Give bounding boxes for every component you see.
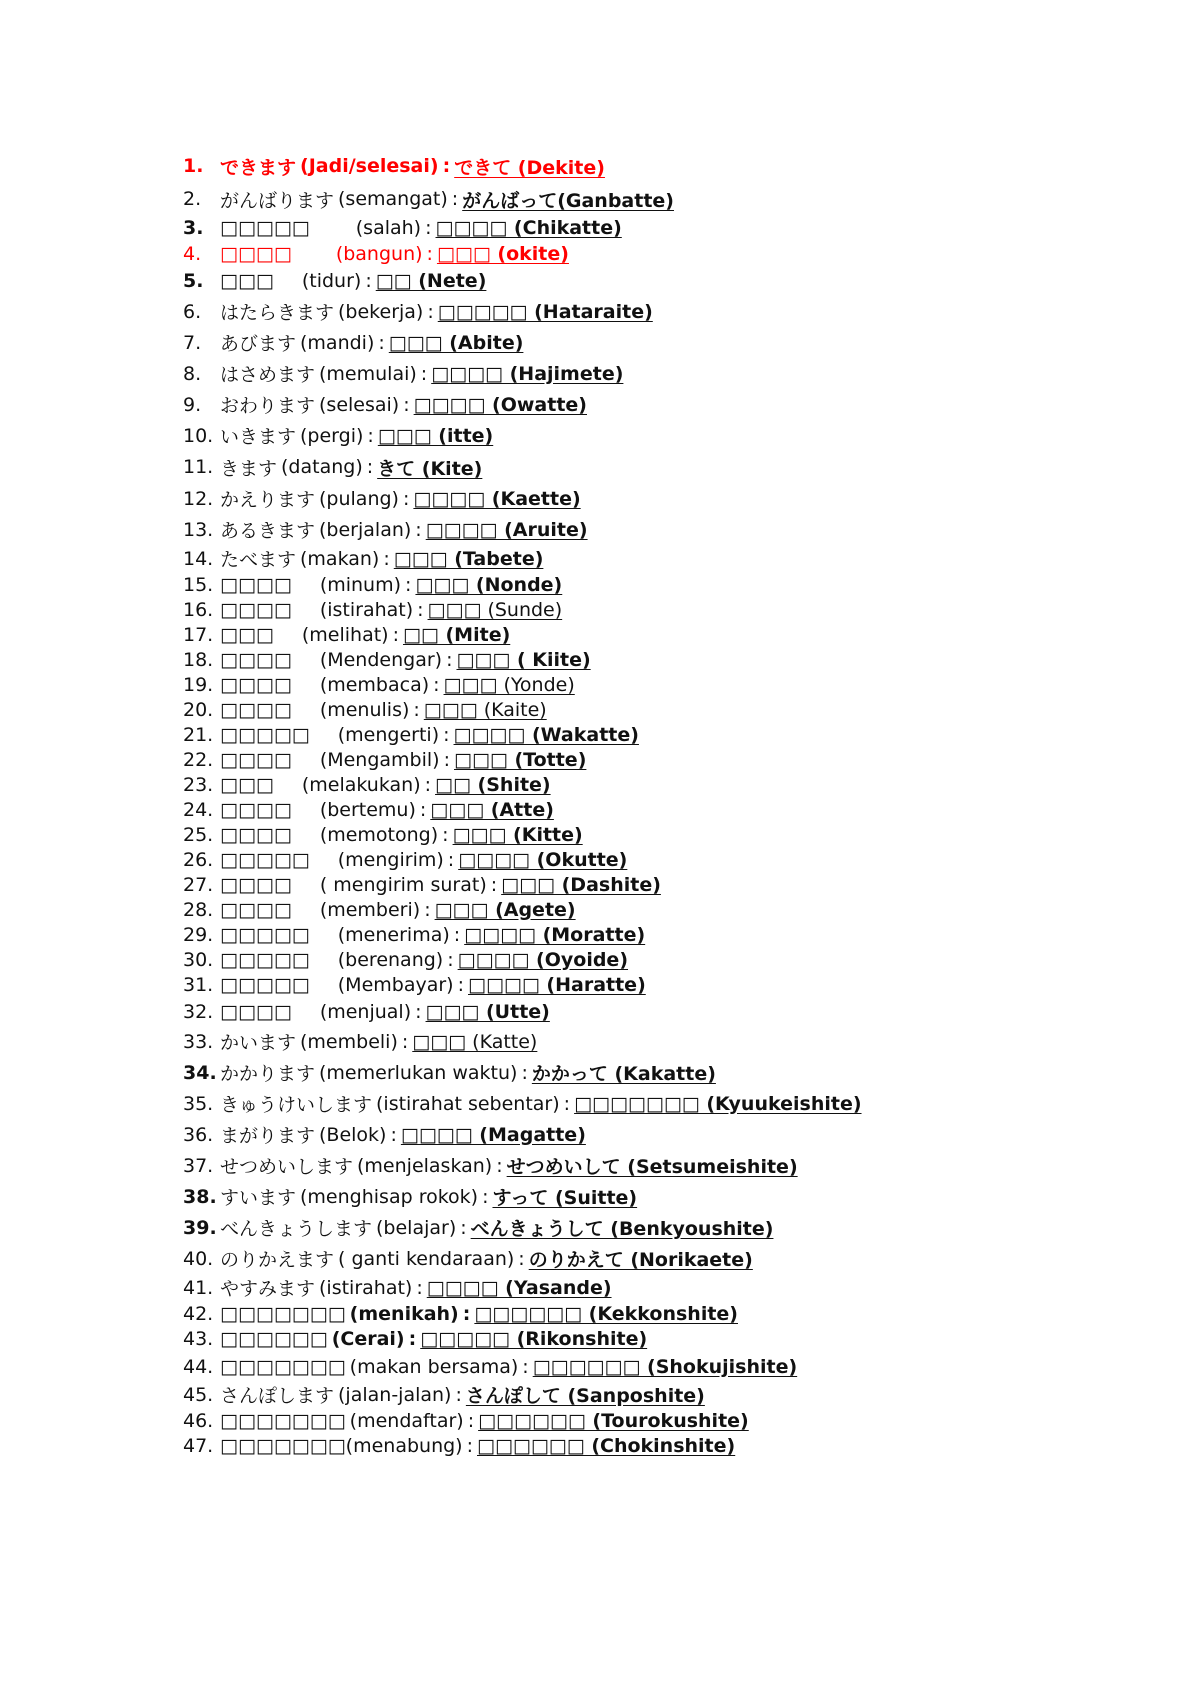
colon-separator: : bbox=[482, 1185, 489, 1208]
te-form: □□□□□□ (Shokujishite) bbox=[532, 1355, 798, 1378]
list-item bbox=[183, 672, 1143, 697]
te-form: □□□□ (Hajimete) bbox=[431, 362, 624, 385]
meaning-text: (memerlukan waktu) bbox=[319, 1061, 518, 1084]
item-number: 15. bbox=[183, 573, 214, 596]
item-number: 26. bbox=[183, 848, 214, 871]
te-form: かかって (Kakatte) bbox=[531, 1063, 716, 1085]
japanese-verb: □□□□□□ bbox=[220, 1328, 328, 1350]
japanese-verb: □□□□ bbox=[220, 573, 292, 596]
colon-separator: : bbox=[446, 648, 453, 671]
te-form: □□□ (Kaite) bbox=[423, 698, 547, 721]
list-item bbox=[183, 514, 1143, 545]
list-item bbox=[183, 597, 1143, 622]
meaning-text: (menghisap rokok) bbox=[300, 1185, 479, 1208]
list-item bbox=[183, 1026, 1143, 1057]
japanese-verb: さんぽします bbox=[220, 1385, 335, 1407]
japanese-verb: □□□□ bbox=[220, 873, 292, 896]
te-form: □□□ (Dashite) bbox=[501, 873, 661, 896]
colon-separator: : bbox=[402, 487, 410, 510]
colon-separator: : bbox=[460, 1216, 467, 1239]
te-form: □□□ (Katte) bbox=[412, 1030, 538, 1053]
colon-separator: : bbox=[415, 518, 422, 541]
japanese-verb: できます bbox=[220, 156, 297, 179]
te-form: すって (Suitte) bbox=[492, 1187, 638, 1209]
item-number: 12. bbox=[183, 487, 214, 510]
list-item bbox=[183, 1212, 1143, 1243]
item-number: 18. bbox=[183, 648, 214, 671]
list-item bbox=[183, 797, 1143, 822]
colon-separator: : bbox=[462, 1302, 471, 1325]
meaning-text: (makan bersama) bbox=[349, 1355, 519, 1378]
te-form: □□□□ (Moratte) bbox=[464, 923, 646, 946]
japanese-verb: □□□□□ bbox=[220, 217, 310, 239]
list-item bbox=[183, 242, 1143, 266]
list-item bbox=[183, 184, 1143, 214]
item-number: 4. bbox=[183, 243, 202, 265]
item-number: 43. bbox=[183, 1328, 214, 1350]
japanese-verb: □□□□□□□ bbox=[220, 1302, 346, 1325]
item-number: 5. bbox=[183, 270, 204, 292]
list-item bbox=[183, 296, 1143, 327]
item-number: 22. bbox=[183, 748, 214, 771]
te-form: きて (Kite) bbox=[377, 457, 483, 480]
list-item bbox=[183, 947, 1143, 972]
te-form: □□□□ (Okutte) bbox=[458, 848, 628, 871]
meaning-text: (bekerja) bbox=[338, 300, 424, 323]
list-item bbox=[183, 1057, 1143, 1088]
te-form: □□□ (Nonde) bbox=[415, 573, 563, 596]
colon-separator: : bbox=[447, 948, 454, 971]
japanese-verb: あびます bbox=[220, 333, 297, 355]
item-number: 30. bbox=[183, 948, 214, 971]
item-number: 47. bbox=[183, 1434, 214, 1457]
meaning-text: (semangat) bbox=[338, 188, 448, 210]
list-item bbox=[183, 572, 1143, 597]
list-item bbox=[183, 1408, 1143, 1433]
list-item bbox=[183, 647, 1143, 672]
japanese-verb: すいます bbox=[220, 1187, 297, 1209]
meaning-text: (belajar) bbox=[376, 1216, 457, 1239]
colon-separator: : bbox=[392, 623, 399, 646]
colon-separator: : bbox=[427, 300, 434, 323]
item-number: 10. bbox=[183, 424, 214, 447]
meaning-text: (memotong) bbox=[319, 823, 439, 846]
item-number: 33. bbox=[183, 1030, 214, 1053]
meaning-text: (pulang) bbox=[319, 487, 399, 510]
colon-separator: : bbox=[442, 155, 451, 177]
meaning-text: (menabung) bbox=[345, 1434, 463, 1457]
item-number: 23. bbox=[183, 773, 214, 796]
te-form: □□ (Mite) bbox=[402, 623, 511, 646]
list-item bbox=[183, 697, 1143, 722]
colon-separator: : bbox=[366, 456, 374, 478]
colon-separator: : bbox=[521, 1061, 528, 1084]
item-number: 7. bbox=[183, 331, 202, 354]
te-form: □□□ (Agete) bbox=[434, 898, 576, 921]
item-number: 8. bbox=[183, 362, 202, 385]
item-number: 39. bbox=[183, 1216, 217, 1239]
japanese-verb: □□□ bbox=[220, 270, 274, 292]
meaning-text: (istirahat sebentar) bbox=[376, 1092, 560, 1115]
japanese-verb: いきます bbox=[220, 426, 297, 448]
list-item bbox=[183, 1274, 1143, 1301]
te-form: □□□□ (Yasande) bbox=[426, 1276, 612, 1299]
japanese-verb: かかります bbox=[220, 1063, 316, 1085]
japanese-verb: おわります bbox=[220, 395, 316, 417]
te-form: □□□ (Sunde) bbox=[427, 598, 563, 621]
list-item bbox=[183, 1181, 1143, 1212]
item-number: 44. bbox=[183, 1355, 214, 1378]
meaning-text: (Mengambil) bbox=[319, 748, 440, 771]
item-number: 27. bbox=[183, 873, 214, 896]
item-number: 28. bbox=[183, 898, 214, 921]
te-form: □□□□ (Oyoide) bbox=[457, 948, 629, 971]
japanese-verb: □□□□ bbox=[220, 748, 292, 771]
meaning-text: (melakukan) bbox=[301, 773, 421, 796]
colon-separator: : bbox=[403, 393, 410, 416]
item-number: 11. bbox=[183, 456, 214, 478]
item-number: 46. bbox=[183, 1409, 214, 1432]
item-number: 36. bbox=[183, 1123, 214, 1146]
colon-separator: : bbox=[419, 798, 427, 821]
japanese-verb: きます bbox=[220, 457, 278, 480]
colon-separator: : bbox=[442, 823, 449, 846]
colon-separator: : bbox=[415, 1000, 422, 1023]
meaning-text: (mendaftar) bbox=[349, 1409, 464, 1432]
colon-separator: : bbox=[467, 1409, 475, 1432]
meaning-text: (Jadi/selesai) bbox=[300, 155, 439, 177]
japanese-verb: がんばります bbox=[220, 189, 335, 212]
japanese-verb: あるきます bbox=[220, 520, 316, 542]
japanese-verb: □□□□□ bbox=[220, 948, 310, 971]
japanese-verb: かえります bbox=[220, 489, 316, 511]
colon-separator: : bbox=[426, 243, 433, 265]
item-number: 1. bbox=[183, 155, 204, 177]
list-item bbox=[183, 1088, 1143, 1119]
te-form: □□ (Shite) bbox=[435, 773, 551, 796]
item-number: 40. bbox=[183, 1247, 214, 1270]
list-item bbox=[183, 451, 1143, 483]
list-item bbox=[183, 847, 1143, 872]
list-item bbox=[183, 1119, 1143, 1150]
meaning-text: (jalan-jalan) bbox=[338, 1383, 452, 1406]
list-item bbox=[183, 1352, 1143, 1381]
list-item bbox=[183, 266, 1143, 296]
list-item bbox=[183, 747, 1143, 772]
list-item bbox=[183, 148, 1143, 184]
meaning-text: (Cerai) bbox=[331, 1328, 405, 1350]
item-number: 42. bbox=[183, 1302, 214, 1325]
meaning-text: (menjual) bbox=[319, 1000, 412, 1023]
te-form: □□□□ (Owatte) bbox=[413, 393, 587, 416]
japanese-verb: たべます bbox=[220, 549, 297, 571]
japanese-verb: □□□□□ bbox=[220, 723, 310, 746]
colon-separator: : bbox=[408, 1328, 417, 1350]
item-number: 20. bbox=[183, 698, 214, 721]
list-item bbox=[183, 1326, 1143, 1352]
te-form: □□□ (Totte) bbox=[454, 748, 587, 771]
te-form: できて (Dekite) bbox=[454, 156, 605, 179]
japanese-verb: □□□□ bbox=[220, 243, 292, 265]
japanese-verb: □□□□ bbox=[220, 1000, 292, 1023]
meaning-text: (bertemu) bbox=[319, 798, 416, 821]
meaning-text: (Belok) bbox=[319, 1123, 387, 1146]
meaning-text: (memulai) bbox=[319, 362, 417, 385]
japanese-verb: □□□□ bbox=[220, 648, 292, 671]
japanese-verb: のりかえます bbox=[220, 1249, 335, 1271]
item-number: 17. bbox=[183, 623, 214, 646]
list-item bbox=[183, 822, 1143, 847]
list-item bbox=[183, 872, 1143, 897]
colon-separator: : bbox=[405, 573, 412, 596]
list-item bbox=[183, 922, 1143, 947]
te-form: □□□□ (Chikatte) bbox=[435, 217, 622, 239]
te-form: □□□□ (Kaette) bbox=[413, 487, 581, 510]
japanese-verb: □□□□□ bbox=[220, 923, 310, 946]
japanese-verb: □□□ bbox=[220, 773, 274, 796]
japanese-verb: やすみます bbox=[220, 1278, 316, 1300]
te-form: □□□□ (Magatte) bbox=[400, 1123, 586, 1146]
item-number: 16. bbox=[183, 598, 214, 621]
colon-separator: : bbox=[457, 973, 464, 996]
item-number: 24. bbox=[183, 798, 214, 821]
japanese-verb: □□□□□ bbox=[220, 848, 310, 871]
list-item bbox=[183, 722, 1143, 747]
meaning-text: (datang) bbox=[281, 456, 363, 478]
colon-separator: : bbox=[390, 1123, 397, 1146]
te-form: □□□ (okite) bbox=[436, 243, 569, 265]
meaning-text: (minum) bbox=[319, 573, 402, 596]
list-item bbox=[183, 1301, 1143, 1326]
te-form: □□□ (Tabete) bbox=[393, 547, 544, 570]
meaning-text: (selesai) bbox=[319, 393, 400, 416]
colon-separator: : bbox=[424, 773, 432, 796]
list-item bbox=[183, 1381, 1143, 1408]
te-form: □□□ (itte) bbox=[377, 424, 494, 447]
japanese-verb: かいます bbox=[220, 1032, 297, 1054]
te-form: がんばって(Ganbatte) bbox=[462, 189, 674, 212]
te-form: □□□□□ (Rikonshite) bbox=[420, 1328, 648, 1350]
item-number: 9. bbox=[183, 393, 202, 416]
colon-separator: : bbox=[401, 1030, 409, 1053]
te-form: □□ (Nete) bbox=[375, 270, 487, 292]
item-number: 35. bbox=[183, 1092, 214, 1115]
item-number: 32. bbox=[183, 1000, 214, 1023]
te-form: □□□ (Kitte) bbox=[452, 823, 583, 846]
te-form: べんきょうして (Benkyoushite) bbox=[470, 1218, 774, 1240]
meaning-text: (berenang) bbox=[337, 948, 444, 971]
item-number: 34. bbox=[183, 1061, 217, 1084]
colon-separator: : bbox=[443, 723, 450, 746]
list-item bbox=[183, 389, 1143, 420]
colon-separator: : bbox=[425, 217, 432, 239]
item-number: 2. bbox=[183, 188, 202, 210]
te-form: □□□ (Abite) bbox=[388, 331, 524, 354]
list-item bbox=[183, 483, 1143, 514]
item-number: 13. bbox=[183, 518, 214, 541]
meaning-text: (menikah) bbox=[349, 1302, 459, 1325]
item-number: 21. bbox=[183, 723, 214, 746]
colon-separator: : bbox=[443, 748, 450, 771]
japanese-verb: きゅうけいします bbox=[220, 1094, 373, 1116]
japanese-verb: □□□□ bbox=[220, 823, 292, 846]
japanese-verb: □□□□□ bbox=[220, 973, 310, 996]
colon-separator: : bbox=[417, 598, 424, 621]
verb-list bbox=[183, 148, 1143, 1458]
item-number: 6. bbox=[183, 300, 202, 323]
japanese-verb: □□□□□□□ bbox=[220, 1355, 346, 1378]
colon-separator: : bbox=[365, 270, 372, 292]
japanese-verb: はたらきます bbox=[220, 302, 335, 324]
list-item bbox=[183, 358, 1143, 389]
list-item bbox=[183, 545, 1143, 572]
colon-separator: : bbox=[518, 1247, 525, 1270]
te-form: □□□ (Utte) bbox=[425, 1000, 550, 1023]
meaning-text: (menulis) bbox=[319, 698, 410, 721]
list-item bbox=[183, 897, 1143, 922]
colon-separator: : bbox=[522, 1355, 529, 1378]
te-form: □□□□□□ (Chokinshite) bbox=[477, 1434, 736, 1457]
meaning-text: (memberi) bbox=[319, 898, 421, 921]
item-number: 25. bbox=[183, 823, 214, 846]
te-form: せつめいして (Setsumeishite) bbox=[506, 1156, 798, 1178]
japanese-verb: はさめます bbox=[220, 364, 316, 386]
japanese-verb: □□□□□□□ bbox=[220, 1409, 346, 1432]
te-form: □□□□ (Haratte) bbox=[468, 973, 646, 996]
item-number: 3. bbox=[183, 217, 204, 239]
te-form: □□□ ( Kiite) bbox=[456, 648, 591, 671]
te-form: □□□□□ (Hataraite) bbox=[437, 300, 653, 323]
colon-separator: : bbox=[563, 1092, 571, 1115]
colon-separator: : bbox=[455, 1383, 462, 1406]
item-number: 37. bbox=[183, 1154, 214, 1177]
colon-separator: : bbox=[496, 1154, 503, 1177]
list-item bbox=[183, 1433, 1143, 1458]
list-item bbox=[183, 1243, 1143, 1274]
meaning-text: (mengirim) bbox=[337, 848, 444, 871]
te-form: □□□□ (Wakatte) bbox=[453, 723, 639, 746]
japanese-verb: □□□□ bbox=[220, 598, 292, 621]
te-form: さんぽして (Sanposhite) bbox=[465, 1385, 705, 1407]
meaning-text: ( mengirim surat) bbox=[319, 873, 487, 896]
te-form: のりかえて (Norikaete) bbox=[528, 1249, 753, 1271]
meaning-text: (pergi) bbox=[300, 424, 364, 447]
meaning-text: (salah) bbox=[355, 217, 422, 239]
list-item bbox=[183, 972, 1143, 997]
japanese-verb: □□□□ bbox=[220, 673, 292, 696]
japanese-verb: □□□ bbox=[220, 623, 274, 646]
item-number: 38. bbox=[183, 1185, 217, 1208]
colon-separator: : bbox=[383, 547, 390, 570]
colon-separator: : bbox=[466, 1434, 473, 1457]
japanese-verb: まがります bbox=[220, 1125, 316, 1147]
meaning-text: (mandi) bbox=[300, 331, 375, 354]
meaning-text: (membaca) bbox=[319, 673, 430, 696]
list-item bbox=[183, 772, 1143, 797]
colon-separator: : bbox=[490, 873, 498, 896]
japanese-verb: □□□□ bbox=[220, 698, 292, 721]
colon-separator: : bbox=[416, 1276, 423, 1299]
japanese-verb: □□□□□□□ bbox=[220, 1434, 346, 1457]
list-item bbox=[183, 214, 1143, 242]
meaning-text: (berjalan) bbox=[319, 518, 412, 541]
colon-separator: : bbox=[451, 188, 459, 210]
japanese-verb: べんきょうします bbox=[220, 1218, 373, 1240]
list-item bbox=[183, 997, 1143, 1026]
colon-separator: : bbox=[453, 923, 461, 946]
colon-separator: : bbox=[420, 362, 428, 385]
te-form: □□□ (Atte) bbox=[430, 798, 554, 821]
item-number: 45. bbox=[183, 1383, 214, 1406]
meaning-text: ( ganti kendaraan) bbox=[338, 1247, 515, 1270]
item-number: 14. bbox=[183, 547, 214, 570]
colon-separator: : bbox=[433, 673, 440, 696]
meaning-text: (bangun) bbox=[335, 243, 423, 265]
meaning-text: (menjelaskan) bbox=[357, 1154, 493, 1177]
meaning-text: (Mendengar) bbox=[319, 648, 443, 671]
te-form: □□□□□□ (Tourokushite) bbox=[478, 1409, 749, 1432]
list-item bbox=[183, 1150, 1143, 1181]
item-number: 31. bbox=[183, 973, 214, 996]
meaning-text: (tidur) bbox=[301, 270, 362, 292]
colon-separator: : bbox=[424, 898, 431, 921]
list-item bbox=[183, 327, 1143, 358]
item-number: 19. bbox=[183, 673, 214, 696]
te-form: □□□ (Yonde) bbox=[443, 673, 575, 696]
colon-separator: : bbox=[367, 424, 374, 447]
item-number: 41. bbox=[183, 1276, 214, 1299]
meaning-text: (menerima) bbox=[337, 923, 450, 946]
list-item bbox=[183, 622, 1143, 647]
meaning-text: (melihat) bbox=[301, 623, 389, 646]
japanese-verb: せつめいします bbox=[220, 1156, 354, 1178]
meaning-text: (Membayar) bbox=[337, 973, 454, 996]
meaning-text: (makan) bbox=[300, 547, 380, 570]
list-item bbox=[183, 420, 1143, 451]
colon-separator: : bbox=[447, 848, 455, 871]
japanese-verb: □□□□ bbox=[220, 798, 292, 821]
colon-separator: : bbox=[378, 331, 385, 354]
meaning-text: (istirahat) bbox=[319, 1276, 413, 1299]
te-form: □□□□ (Aruite) bbox=[425, 518, 588, 541]
meaning-text: (mengerti) bbox=[337, 723, 440, 746]
japanese-verb: □□□□ bbox=[220, 898, 292, 921]
te-form: □□□□□□□ (Kyuukeishite) bbox=[574, 1092, 862, 1115]
meaning-text: (istirahat) bbox=[319, 598, 414, 621]
meaning-text: (membeli) bbox=[300, 1030, 398, 1053]
colon-separator: : bbox=[413, 698, 420, 721]
te-form: □□□□□□ (Kekkonshite) bbox=[474, 1302, 738, 1325]
item-number: 29. bbox=[183, 923, 214, 946]
